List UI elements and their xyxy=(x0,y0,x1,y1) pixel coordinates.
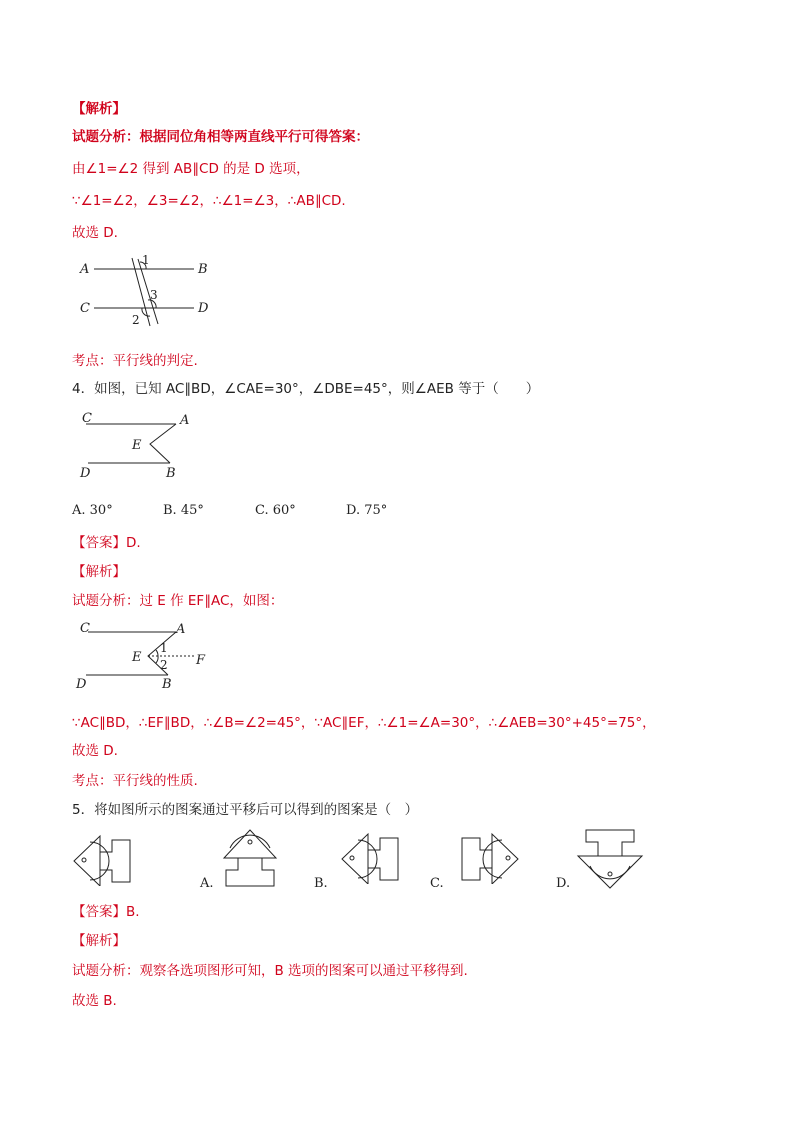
q5-conclusion: 故选 B. xyxy=(72,993,117,1009)
q4-label-e: E xyxy=(132,438,142,453)
q5-question: 5．将如图所示的图案通过平移后可以得到的图案是（ ） xyxy=(72,802,419,818)
q3-conclusion: 故选 D. xyxy=(72,225,118,241)
q5-option-c-label: C. xyxy=(430,876,444,891)
q5-option-d-label: D. xyxy=(556,876,571,891)
q4-fig2-label-a: A xyxy=(176,622,186,637)
q3-label-d: D xyxy=(198,301,209,316)
q4-kaodian: 考点：平行线的性质. xyxy=(72,773,198,789)
q4-analysis-intro: 试题分析：过 E 作 EF∥AC，如图： xyxy=(72,593,284,609)
q5-option-a-figure xyxy=(218,828,282,894)
q3-angle-2: 2 xyxy=(132,313,140,327)
q5-option-b-figure xyxy=(340,832,402,888)
q5-original-figure xyxy=(72,834,134,890)
q5-option-c-figure xyxy=(458,832,520,888)
q3-analysis-intro: 试题分析：根据同位角相等两直线平行可得答案： xyxy=(72,129,369,145)
q4-label-b: B xyxy=(166,466,176,481)
q4-label-a: A xyxy=(180,413,190,428)
q4-figure-2 xyxy=(72,618,222,698)
q4-option-b: B. 45° xyxy=(163,503,204,518)
q3-label-b: B xyxy=(198,262,208,277)
q4-fig2-angle-2: 2 xyxy=(160,658,168,672)
q5-analysis-header: 【解析】 xyxy=(72,933,126,949)
q3-kaodian: 考点：平行线的判定. xyxy=(72,353,198,369)
q3-step2: ∵∠1=∠2，∠3=∠2，∴∠1=∠3，∴AB∥CD. xyxy=(72,193,346,209)
q3-angle-1: 1 xyxy=(142,253,150,267)
q5-option-d-figure xyxy=(576,828,644,894)
q5-answer: 【答案】B. xyxy=(72,904,140,920)
q5-analysis-text: 试题分析：观察各选项图形可知，B 选项的图案可以通过平移得到. xyxy=(72,963,468,979)
q4-option-d: D. 75° xyxy=(346,503,388,518)
q3-step1: 由∠1=∠2 得到 AB∥CD 的是 D 选项， xyxy=(72,161,310,177)
q5-option-b-label: B. xyxy=(314,876,328,891)
q4-fig2-angle-1: 1 xyxy=(160,641,168,655)
q4-figure xyxy=(72,404,212,488)
q4-label-d: D xyxy=(80,466,91,481)
q3-label-c: C xyxy=(80,301,90,316)
q4-analysis-header: 【解析】 xyxy=(72,564,126,580)
q4-fig2-label-f: F xyxy=(196,653,206,668)
q4-fig2-label-d: D xyxy=(76,677,87,692)
q4-conclusion: 故选 D. xyxy=(72,743,118,759)
q5-option-a-label: A. xyxy=(200,876,214,891)
q4-answer: 【答案】D. xyxy=(72,535,141,551)
q4-option-a: A. 30° xyxy=(72,503,113,518)
q3-angle-3: 3 xyxy=(150,288,158,302)
q3-label-a: A xyxy=(80,262,90,277)
q4-fig2-label-e: E xyxy=(132,650,142,665)
q4-fig2-label-c: C xyxy=(80,621,90,636)
q4-solution: ∵AC∥BD，∴EF∥BD，∴∠B=∠2=45°，∵AC∥EF，∴∠1=∠A=30°，∴∠AEB=30°+45°=75°， xyxy=(72,715,656,731)
q4-label-c: C xyxy=(82,411,92,426)
q4-option-c: C. 60° xyxy=(255,503,296,518)
q4-question: 4．如图，已知 AC∥BD，∠CAE=30°，∠DBE=45°，则∠AEB 等于（ ） xyxy=(72,381,540,397)
q3-analysis-header: 【解析】 xyxy=(72,101,126,117)
q4-fig2-label-b: B xyxy=(162,677,172,692)
q3-figure xyxy=(72,250,232,334)
